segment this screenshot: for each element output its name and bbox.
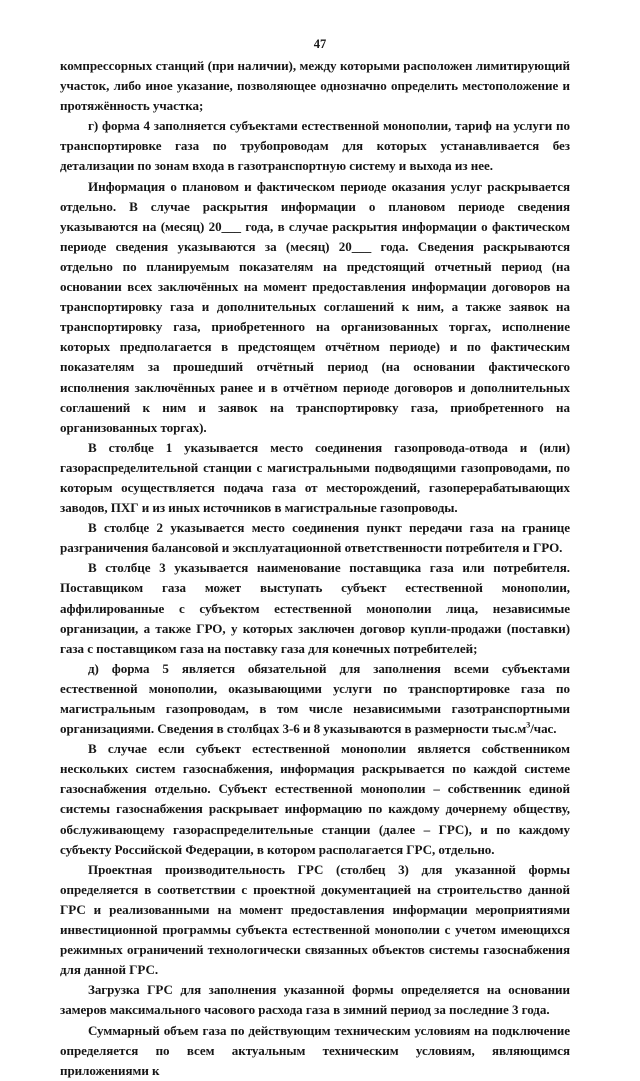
paragraph-column-1: В столбце 1 указывается место соединения газопровода-отвода и (или) газораспределительной станции с магистральными подводящими газопроводами, по которым осуществляется подача газа от месторождений, газоперерабатывающих заводов, ПХГ и из иных источников в магистральные газопроводы.: [60, 439, 570, 516]
paragraph-continuation: компрессорных станций (при наличии), между которыми расположен лимитирующий участок, либо иное указание, позволяющее однозначно определить местоположение и протяжённость участка;: [60, 58, 570, 114]
paragraph-total-volume: Суммарный объем газа по действующим техническим условиям на подключение определяется по всем актуальным техническим условиям, являющимся приложениями к: [60, 1022, 570, 1078]
paragraph-column-3: В столбце 3 указывается наименование поставщика газа или потребителя. Поставщиком газа может выступать субъект естественной монополии, аффилированные с субъектом естественной монополии лица, независимые организации, а также ГРО, у которых заключен договор купли-продажи (поставки) газа с поставщиком газа на поставку газа для конечных потребителей;: [60, 560, 570, 656]
paragraph-grs-load: Загрузка ГРС для заполнения указанной формы определяется на основании замеров максимального часового расхода газа в зимний период за последние 3 года.: [60, 982, 570, 1018]
paragraph-periods: Информация о плановом и фактическом периоде оказания услуг раскрывается отдельно. В случае раскрытия информации о плановом периоде сведения указываются на (месяц) 20___ года, в случае раскрытия информации о фактическом периоде сведения указываются за (месяц) 20___ года. Сведения раскрываются отдельно по планируемым показателям на предстоящий отчетный период (на основании всех заключённых на момент предоставления информации договоров на транспортировку газа и дополнительных соглашений к ним, а также заявок на транспортировку газа, приобретенного на организованных торгах, исполнение которых предполагается в предстоящем отчётном периоде) и по фактическим показателям за прошедший отчётный период (на основании фактического исполнения заключённых ранее и в отчётном периоде договоров и дополнительных соглашений к ним и заявок на транспортировку газа, приобретенного на организованных торгах).: [60, 178, 570, 435]
paragraph-item-d: [60, 659, 570, 739]
paragraph-item-g: г) форма 4 заполняется субъектами естественной монополии, тариф на услуги по транспортировке газа по трубопроводам для которых устанавливается без детализации по зонам входа в газотранспортную систему и выхода из нее.: [60, 118, 570, 174]
paragraph-design-capacity: Проектная производительность ГРС (столбец 3) для указанной формы определяется в соответствии с проектной документацией на строительство данной ГРС и реализованными на момент предоставления информации мероприятиями инвестиционной программы субъекта естественной монополии с учетом имеющихся режимных ограничений технологически связанных объектов системы газоснабжения для данной ГРС.: [60, 861, 570, 978]
unit-tail: /час.: [530, 721, 557, 737]
paragraph-item-d-text: д) форма 5 является обязательной для заполнения всеми субъектами естественной монополии, оказывающими услуги по транспортировке газа по магистральным газопроводам, в том числе независимыми газотранспортными организациями. Сведения в столбцах 3-6 и 8 указываются в размерности тыс.м: [60, 660, 570, 737]
paragraph-column-2: В столбце 2 указывается место соединения пункт передачи газа на границе разграничения балансовой и эксплуатационной ответственности потребителя и ГРО.: [60, 520, 570, 556]
paragraph-multiple-systems: В случае если субъект естественной монополии является собственником нескольких систем газоснабжения, информация раскрывается по каждой системе газоснабжения отдельно. Субъект естественной монополии – собственник единой системы газоснабжения раскрывает информацию по каждому дочернему обществу, обслуживающему газораспределительные станции (далее – ГРС), и по каждому субъекту Российской Федерации, в котором располагается ГРС, отдельно.: [60, 741, 570, 857]
page-number: 47: [313, 37, 327, 51]
document-body: [60, 56, 570, 1081]
unit-superscript: 3: [526, 720, 531, 730]
